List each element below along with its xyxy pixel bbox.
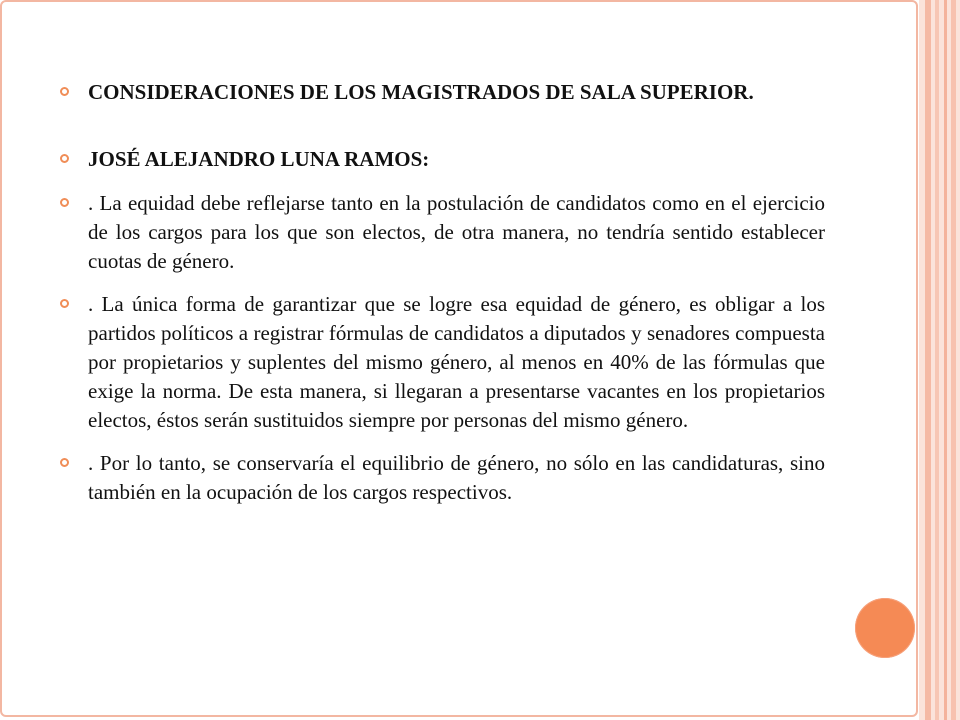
slide-content — [60, 78, 825, 507]
decorative-stripe — [951, 0, 956, 720]
bullet-text: CONSIDERACIONES DE LOS MAGISTRADOS DE SALA SUPERIOR. — [88, 80, 754, 104]
bullet-item-paragraph — [60, 189, 825, 276]
bullet-item-heading — [60, 78, 825, 107]
bullet-item-paragraph — [60, 290, 825, 435]
bullet-text: . Por lo tanto, se conservaría el equilibrio de género, no sólo en las candidaturas, sino también en la ocupación de los cargos respectivos. — [88, 451, 825, 504]
decorative-side-stripes — [919, 0, 960, 720]
decorative-accent-circle — [855, 598, 915, 658]
hollow-circle-bullet-icon — [60, 154, 69, 163]
bullet-text: JOSÉ ALEJANDRO LUNA RAMOS: — [88, 147, 430, 171]
hollow-circle-bullet-icon — [60, 87, 69, 96]
bullet-item-paragraph — [60, 449, 825, 507]
hollow-circle-bullet-icon — [60, 299, 69, 308]
bullet-text: . La única forma de garantizar que se logre esa equidad de género, es obligar a los partidos políticos a registrar fórmulas de candidatos a diputados y senadores compuesta por propietarios y suplentes del mismo género, al menos en 40% de las fórmulas que exige la norma. De esta manera, si llegaran a presentarse vacantes en los propietarios electos, éstos serán sustituidos siempre por personas del mismo género. — [88, 292, 825, 432]
hollow-circle-bullet-icon — [60, 458, 69, 467]
decorative-stripe — [925, 0, 931, 720]
bullet-text: . La equidad debe reflejarse tanto en la postulación de candidatos como en el ejercicio de los cargos para los que son electos, de otra manera, no tendría sentido establecer cuotas de género. — [88, 191, 825, 273]
decorative-stripe — [935, 0, 939, 720]
decorative-stripe — [944, 0, 947, 720]
bullet-item-speaker — [60, 145, 825, 174]
hollow-circle-bullet-icon — [60, 198, 69, 207]
